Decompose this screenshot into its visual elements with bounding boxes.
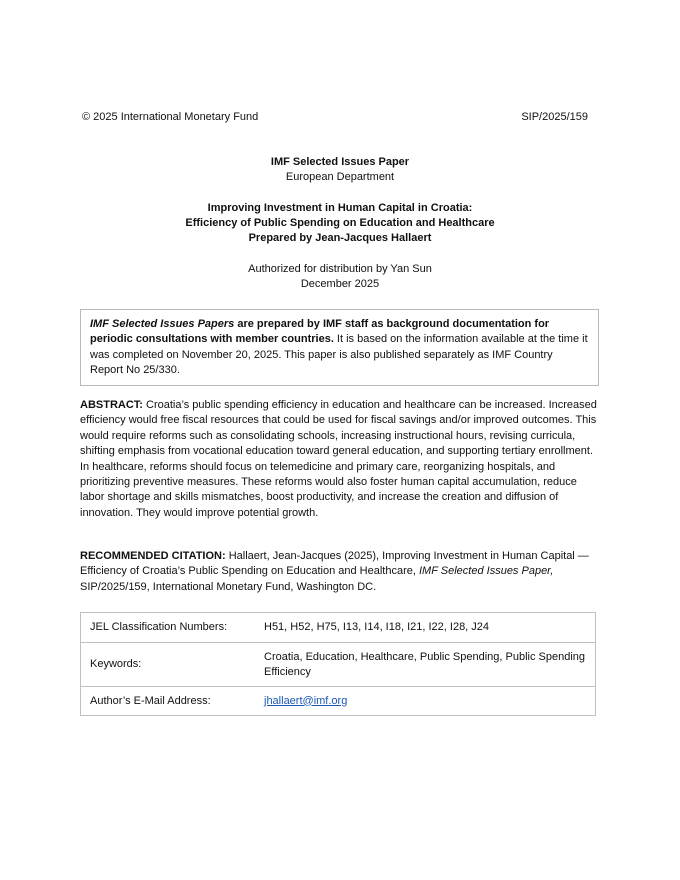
- citation-italic: IMF Selected Issues Paper,: [418, 565, 554, 578]
- document-id: SIP/2025/159: [521, 111, 588, 123]
- keywords-label: Keywords:: [81, 643, 265, 687]
- metadata-table: [80, 612, 596, 716]
- citation-text-end: SIP/2025/159, International Monetary Fund, Washington DC.: [80, 580, 377, 593]
- author-email-link[interactable]: jhallaert@imf.org: [264, 694, 348, 707]
- abstract-text: Croatia’s public spending efficiency in education and healthcare can be increased. Increased efficiency would free fiscal resources that could be used for fiscal savings and/or improved outcomes. This would require reforms such as consolidating schools, increasing instructional hours, revising curricula, shifting emphasis from vocational education toward general education, and supporting tertiary enrollment. In healthcare, reforms should focus on telemedicine and primary care, reorganizing hospitals, and prioritizing preventive measures. These reforms would also foster human capital accumulation, reduce labor shortage and skills mismatches, boost productivity, and increase the creation and diffusion of innovation. They would improve potential growth.: [80, 399, 597, 519]
- table-row: [81, 613, 596, 643]
- abstract-label: ABSTRACT:: [80, 399, 143, 411]
- paper-title-line1: Improving Investment in Human Capital in Croatia:: [207, 202, 473, 214]
- paper-title-line2: Efficiency of Public Spending on Education and Healthcare: [185, 217, 495, 229]
- citation: [80, 549, 590, 595]
- keywords-value: Croatia, Education, Healthcare, Public Spending, Public Spending Efficiency: [264, 643, 596, 687]
- authorization-block: [0, 262, 680, 292]
- email-cell: [264, 687, 596, 716]
- table-row: [81, 687, 596, 716]
- disclaimer-text: It is based on the information available at the time it was completed on November 20, 2025. This paper is also published separately as IMF Country Report No 25/330.: [90, 333, 588, 377]
- table-row: [81, 643, 596, 687]
- citation-label: RECOMMENDED CITATION:: [80, 550, 226, 562]
- disclaimer-box: [80, 309, 599, 386]
- copyright-notice: © 2025 International Monetary Fund: [82, 111, 259, 123]
- jel-value: H51, H52, H75, I13, I14, I18, I21, I22, I28, J24: [264, 613, 596, 643]
- title-block: [0, 201, 680, 246]
- disclaimer-bold: are prepared by IMF staff as background documentation for periodic consultations with member countries.: [90, 318, 550, 346]
- department: European Department: [285, 171, 395, 183]
- publication-date: December 2025: [300, 278, 380, 290]
- series-block: [0, 155, 680, 185]
- author-line: Prepared by Jean-Jacques Hallaert: [248, 232, 432, 244]
- series-title: IMF Selected Issues Paper: [270, 156, 410, 168]
- disclaimer-lead: IMF Selected Issues Papers: [90, 318, 235, 330]
- abstract: [80, 398, 600, 521]
- authorized-by: Authorized for distribution by Yan Sun: [248, 263, 432, 275]
- citation-text: Hallaert, Jean-Jacques (2025), Improving Investment in Human Capital — Efficiency of Croatia’s Public Spending on Education and Healthcare,: [80, 550, 589, 578]
- email-label: Author’s E-Mail Address:: [81, 687, 265, 716]
- jel-label: JEL Classification Numbers:: [81, 613, 265, 643]
